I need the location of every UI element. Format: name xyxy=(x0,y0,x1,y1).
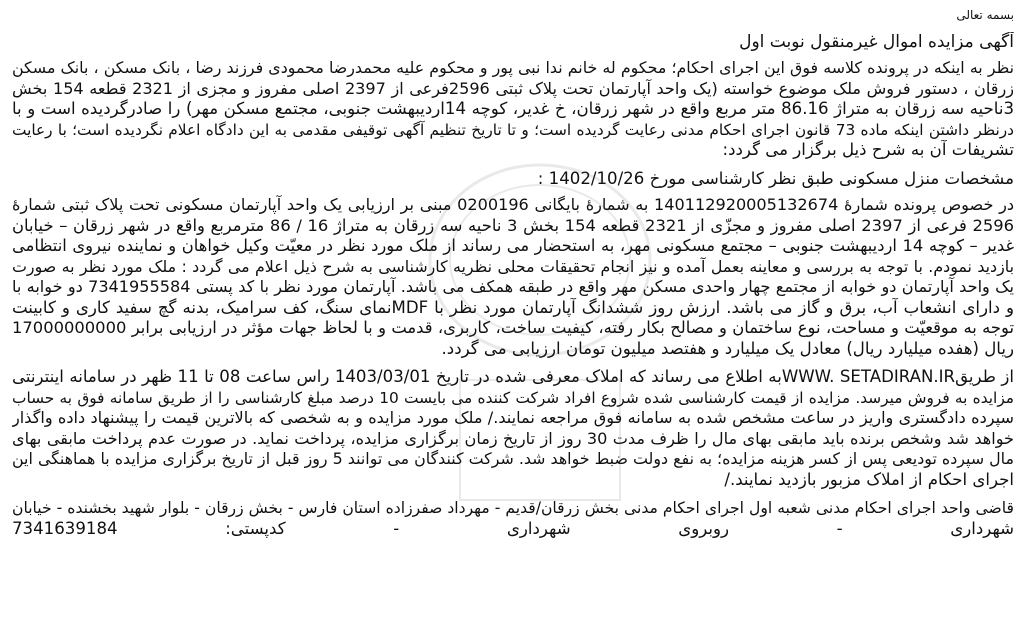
signature-footer xyxy=(12,498,1014,539)
auction-line: سپرده دادگستری واریز در ساعت مشخص شده به سامانه فوق مراجعه نمایند./ ملک مورد مزایده و به شخصی که بالاترین قیمت را پیشنهاد داده واگذار xyxy=(12,408,1014,427)
auction-line: خواهد شد وشخص برنده باید مابقی بهای مال را ظرف مدت 30 روز از تاریخ زمان برگزاری مزایده، پرداخت نماید. در صورت عدم پرداخت مابقی بهای xyxy=(12,428,1014,448)
specs-paragraph xyxy=(12,195,1014,359)
intro-line: درنظر داشتن اینکه ماده 73 قانون اجرای احکام مدنی رعایت گردیده است؛ و تا تاریخ تنظیم آگهی توقیفی مقدمی به این دادگاه اعلام نگردیده است؛ با رعایت xyxy=(12,120,1014,139)
auction-line: از طریقWWW. SETADIRAN.IRبه اطلاع می رساند که املاک معرفی شده در تاریخ 1403/03/01 راس ساعت 08 تا 11 ظهر در سامانه اینترنتی xyxy=(12,367,1014,386)
intro-line: 3ناحیه سه زرقان به متراژ 86.16 متر مربع واقع در شهر زرقان، خ غدیر، کوچه 14اردیبهشت جنوبی، مجتمع مسکن مهر) را صادرگردیده است و با xyxy=(12,99,1014,118)
auction-paragraph xyxy=(12,367,1014,490)
page-title: آگهی مزایده اموال غیرمنقول نوبت اول xyxy=(739,32,1014,52)
specs-heading: مشخصات منزل مسکونی طبق نظر کارشناسی مورخ 1402/10/26 : xyxy=(537,168,1014,188)
specs-line: در خصوص پرونده شمارهٔ 140112920005132674 به شمارهٔ بایگانی 0200196 مبنی بر ارزیابی یک واحد آپارتمان مسکونی تحت پلاک ثبتی شمارهٔ xyxy=(12,195,1014,214)
intro-paragraph xyxy=(12,58,1014,161)
specs-line: توجه به موقعیّت و مساحت، نوع ساختمان و مصالح بکار رفته، کیفیت ساخت، کاربری، قدمت و با لحاظ جهات مؤثر در ارزیابی برابر 17000000000 xyxy=(12,318,1014,337)
footer-line: قاضی واحد اجرای احکام مدنی شعبه اول اجرای احکام مدنی بخش زرقان/قدیم - مهرداد صفرزاده استان فارس - بخش زرقان - بلوار شهید بخشنده - خیابان xyxy=(12,499,1014,517)
auction-line: اجرای احکام از املاک مزبور بازدید نمایند./ xyxy=(724,469,1014,489)
specs-line: ریال (هفده میلیارد ریال) معادل یک میلیارد و هفتصد میلیون تومان ارزیابی می گردد. xyxy=(441,338,1014,358)
specs-line: غدیر – کوچه 14 اردیبهشت جنوبی – مجتمع مسکونی مهر، به استحضار می رساند از ملک مورد نظر در معیّت وکیل خواهان و نماینده نیروی انتظامی xyxy=(12,236,1014,255)
footer-line: شهرداری - روبروی شهرداری - کدپستی: 7341639184 xyxy=(12,518,1014,538)
intro-line: نظر به اینکه در پرونده کلاسه فوق این اجرای احکام؛ محکوم له خانم ندا نبی پور و محکوم علیه محمدرضا محمودی فرزند رضا ، بانک مسکن ، بانک مسکن xyxy=(12,58,1014,77)
specs-line: 2596 فرعی از 2397 اصلی مفروز و مجزّی از 2321 قطعه 154 بخش 3 ناحیه سه زرقان به متراژ 16 / 86 مترمربع واقع در شهر زرقان – خیابان xyxy=(12,215,1014,235)
specs-line: یک واحد آپارتمان دو خوابه از مجتمع چهار واحدی مسکن مهر واقع در طبقه همکف می باشد. آپارتمان مورد نظر با کد پستی 7341955584 دو خوابه با xyxy=(12,277,1014,296)
auction-line: مزایده به فروش میرسد. مزایده از قیمت کارشناسی شده شروع افراد شرکت کننده می بایست 10 درصد مبلغ کارشناسی را از طریق سامانه فوق به حساب xyxy=(12,388,1014,407)
specs-line: و دارای انشعاب آب، برق و گاز می باشد. ارزش روز ششدانگ آپارتمان مورد نظر با MDFنمای سنگ، کف سرامیک، بدنه گچ سفید کاری و کابینت xyxy=(12,297,1014,317)
intro-line: تشریفات آن به شرح ذیل برگزار می گردد: xyxy=(722,140,1014,159)
specs-line: بازدید نمودم. با توجه به بررسی و معاینه بعمل آمده و نیز انجام تحقیقات محلی نظریه کارشناسی به شرح ذیل اعلام می گردد : ملک مورد نظر به صورت xyxy=(12,256,1014,276)
auction-line: مال سپرده تودیعی پس از کسر هزینه مزایده؛ به نفع دولت ضبط خواهد شد. شرکت کنندگان می توانند 5 روز قبل از تاریخ برگزاری مزایده با هماهنگی این xyxy=(12,449,1014,468)
intro-line: زرقان ، دستور فروش ملک موضوع خواسته (یک واحد آپارتمان تحت پلاک ثبتی 2596فرعی از 2397 اصلی مفروز و مجزی از 2321 قطعه 154 بخش xyxy=(12,78,1014,98)
bismillah-header: بسمه تعالی xyxy=(956,8,1014,22)
